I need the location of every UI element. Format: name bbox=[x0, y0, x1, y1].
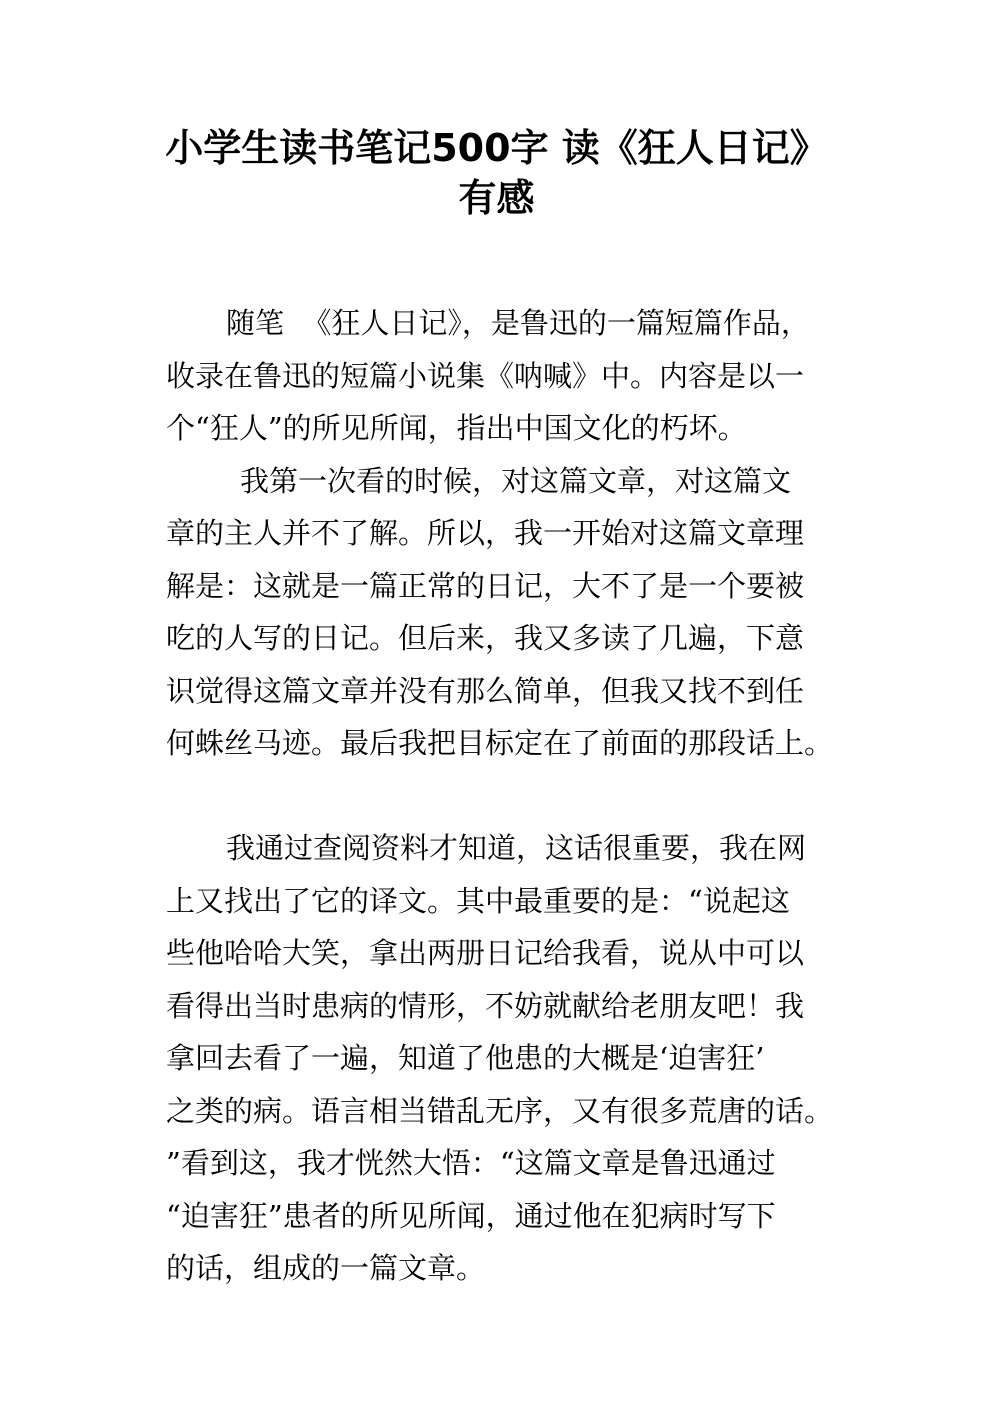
paragraph-line: 随笔 《狂人日记》，是鲁迅的一篇短篇作品， bbox=[226, 306, 810, 340]
paragraph-line: 识觉得这篇文章并没有那么简单，但我又找不到任 bbox=[166, 673, 805, 708]
paragraph-line: 上又找出了它的译文。其中最重要的是：“说起这 bbox=[166, 883, 790, 918]
paragraph-3 bbox=[166, 822, 856, 1295]
paragraph-2 bbox=[166, 455, 856, 770]
paragraph-line: ”看到这，我才恍然大悟：“这篇文章是鲁迅通过 bbox=[166, 1146, 776, 1180]
paragraph-spacer bbox=[166, 770, 856, 823]
document-title bbox=[140, 123, 853, 223]
paragraph-line: 看得出当时患病的情形，不妨就献给老朋友吧！我 bbox=[166, 988, 805, 1023]
paragraph-line: 章的主人并不了解。所以，我一开始对这篇文章理 bbox=[166, 516, 805, 550]
paragraph-line: 拿回去看了一遍，知道了他患的大概是‘迫害狂’ bbox=[166, 1041, 765, 1075]
paragraph-line: “迫害狂”患者的所见所闻，通过他在犯病时写下 bbox=[166, 1198, 776, 1233]
paragraph-line: 的话，组成的一篇文章。 bbox=[166, 1251, 486, 1285]
paragraph-1 bbox=[166, 297, 856, 455]
paragraph-line: 收录在鲁迅的短篇小说集《呐喊》中。内容是以一 bbox=[166, 358, 805, 393]
paragraph-line: 我第一次看的时候，对这篇文章，对这篇文 bbox=[240, 463, 792, 498]
title-line-2: 有感 bbox=[458, 176, 535, 220]
paragraph-line: 个“狂人”的所见所闻，指出中国文化的朽坏。 bbox=[166, 411, 747, 445]
paragraph-line: 吃的人写的日记。但后来，我又多读了几遍，下意 bbox=[166, 621, 805, 655]
document-body bbox=[166, 297, 856, 1295]
paragraph-line: 何蛛丝马迹。最后我把目标定在了前面的那段话上。 bbox=[166, 726, 834, 760]
paragraph-line: 些他哈哈大笑，拿出两册日记给我看，说从中可以 bbox=[166, 936, 805, 970]
title-line-1: 小学生读书笔记500字 读《狂人日记》 bbox=[165, 126, 828, 170]
paragraph-line: 解是：这就是一篇正常的日记，大不了是一个要被 bbox=[166, 568, 805, 603]
paragraph-line: 之类的病。语言相当错乱无序，又有很多荒唐的话。 bbox=[166, 1093, 834, 1128]
paragraph-line: 我通过查阅资料才知道，这话很重要，我在网 bbox=[226, 831, 807, 865]
